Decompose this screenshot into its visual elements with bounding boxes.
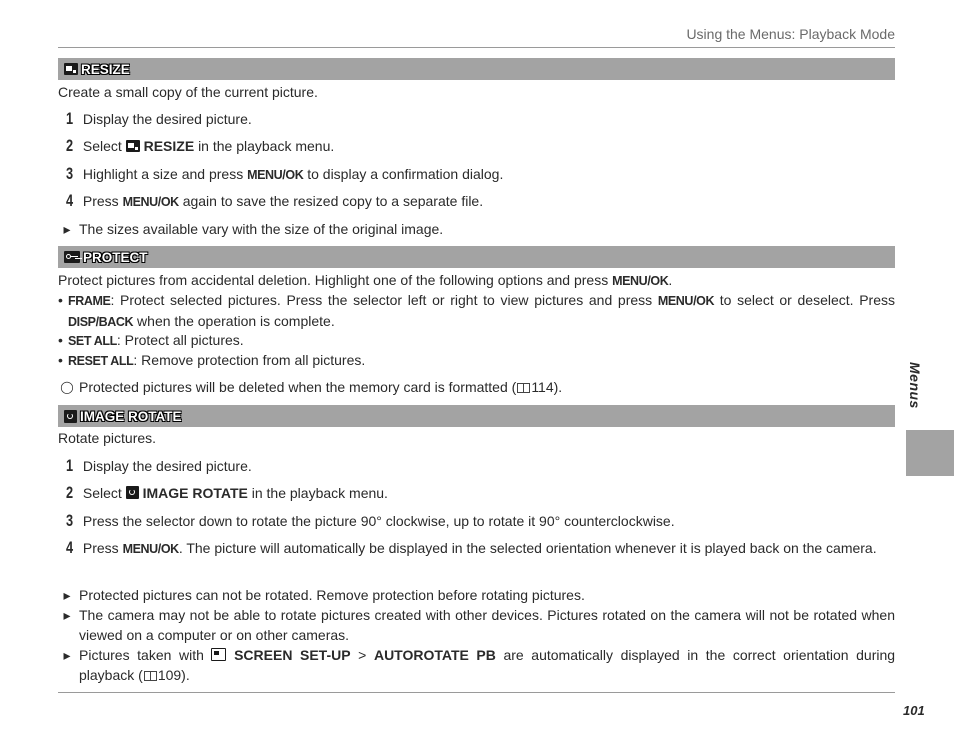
page-header-title: Using the Menus: Playback Mode (686, 26, 895, 42)
button-name: MENU/OK (122, 542, 179, 556)
rotate-icon (126, 486, 139, 499)
menu-item-name: SCREEN SET-UP (234, 647, 351, 663)
step-number: 1 (66, 109, 74, 128)
side-section-label: Menus (907, 362, 923, 409)
step-text: to display a confirmation dialog. (307, 166, 504, 182)
step-text: Press (82, 540, 119, 556)
note-icon: ▸ (63, 647, 71, 663)
step-text: Select (82, 138, 122, 154)
protect-option-set-all: • SET ALL: Protect all pictures. (58, 332, 244, 348)
rotate-step-4 (66, 538, 895, 559)
step-number: 3 (66, 164, 74, 183)
resize-icon (126, 140, 140, 152)
note-icon: ▸ (63, 221, 71, 237)
page-number: 101 (903, 703, 925, 718)
rotate-section-title: IMAGE ROTATE (80, 408, 182, 424)
resize-step-4 (66, 191, 895, 212)
caution-icon: ◯ (60, 380, 74, 394)
resize-step-3 (66, 164, 895, 185)
footer-rule (58, 692, 895, 693)
protect-option-frame: • FRAME: Protect selected pictures. Press the selector left or right to view pictures and press MENU/OK to select or deselect. Press DISP/BACK when the operation is complete. (58, 292, 896, 329)
step-text: in the playback menu. (251, 485, 388, 501)
resize-section-title: RESIZE (81, 61, 130, 77)
note-icon: ▸ (63, 587, 71, 603)
rotate-intro: Rotate pictures. (58, 430, 157, 446)
step-text: Press the selector down to rotate the picture 90° clockwise, up to rotate it 90° counterclockwise. (82, 513, 675, 529)
rotate-step-1 (66, 456, 895, 476)
side-thumb-tab (906, 430, 954, 476)
step-text: Press (82, 193, 119, 209)
note-text: The sizes available vary with the size of the original image. (79, 221, 444, 237)
page-reference-icon (144, 671, 157, 681)
rotate-note-2 (58, 605, 895, 645)
rotate-icon (64, 410, 77, 423)
rotate-step-2 (66, 483, 895, 503)
option-name: FRAME (68, 294, 111, 308)
step-number: 1 (66, 456, 74, 475)
menu-item-name: IMAGE ROTATE (142, 485, 248, 501)
option-name: RESET ALL (68, 354, 134, 368)
resize-section-bar (58, 58, 895, 80)
button-name: MENU/OK (122, 195, 179, 209)
button-name: MENU/OK (612, 274, 669, 288)
step-text: in the playback menu. (198, 138, 335, 154)
rotate-note-3: ▸ Pictures taken with SCREEN SET-UP > AUTOROTATE PB are automatically displayed in the correct orientation during playback ( 109). (58, 645, 895, 685)
protect-section-bar (58, 246, 895, 268)
resize-step-1 (66, 109, 895, 129)
protect-intro: Protect pictures from accidental deletion. Highlight one of the following options and press MENU/OK. (58, 272, 673, 288)
resize-step-2 (66, 136, 895, 156)
note-text: Protected pictures can not be rotated. Remove protection before rotating pictures. (79, 587, 585, 603)
protect-option-reset-all: • RESET ALL: Remove protection from all pictures. (58, 352, 366, 368)
step-text: . The picture will automatically be displayed in the selected orientation whenever it is played back on the camera. (178, 540, 877, 556)
step-number: 4 (66, 191, 74, 210)
rotate-section-bar (58, 405, 895, 427)
rotate-note-1 (58, 585, 895, 605)
step-number: 4 (66, 538, 74, 557)
resize-intro: Create a small copy of the current picture. (58, 84, 318, 100)
step-text: Highlight a size and press (82, 166, 244, 182)
step-text: Display the desired picture. (82, 111, 252, 127)
note-icon: ▸ (63, 607, 71, 623)
menu-item-name: RESIZE (143, 138, 195, 154)
note-text: The camera may not be able to rotate pictures created with other devices. Pictures rotated on the camera will not be rotated when viewed on a computer or on other cameras. (79, 607, 895, 643)
step-number: 3 (66, 511, 74, 530)
page-reference-icon (517, 383, 530, 393)
option-name: SET ALL (68, 334, 117, 348)
button-name: MENU/OK (657, 294, 715, 308)
rotate-step-3 (66, 511, 895, 531)
button-name: DISP/BACK (68, 315, 134, 329)
header-rule (58, 47, 895, 48)
step-text: Display the desired picture. (82, 458, 252, 474)
resize-note (58, 219, 895, 239)
resize-icon (64, 63, 78, 75)
step-text: again to save the resized copy to a separate file. (182, 193, 484, 209)
step-text: Select (82, 485, 122, 501)
screen-setup-icon (211, 648, 226, 661)
key-icon (64, 251, 80, 263)
menu-item-name: AUTOROTATE PB (373, 647, 496, 663)
protect-section-title: PROTECT (83, 249, 148, 265)
step-number: 2 (66, 136, 74, 155)
button-name: MENU/OK (247, 168, 304, 182)
step-number: 2 (66, 483, 74, 502)
protect-caution: ◯ Protected pictures will be deleted when the memory card is formatted ( 114). (60, 379, 563, 395)
